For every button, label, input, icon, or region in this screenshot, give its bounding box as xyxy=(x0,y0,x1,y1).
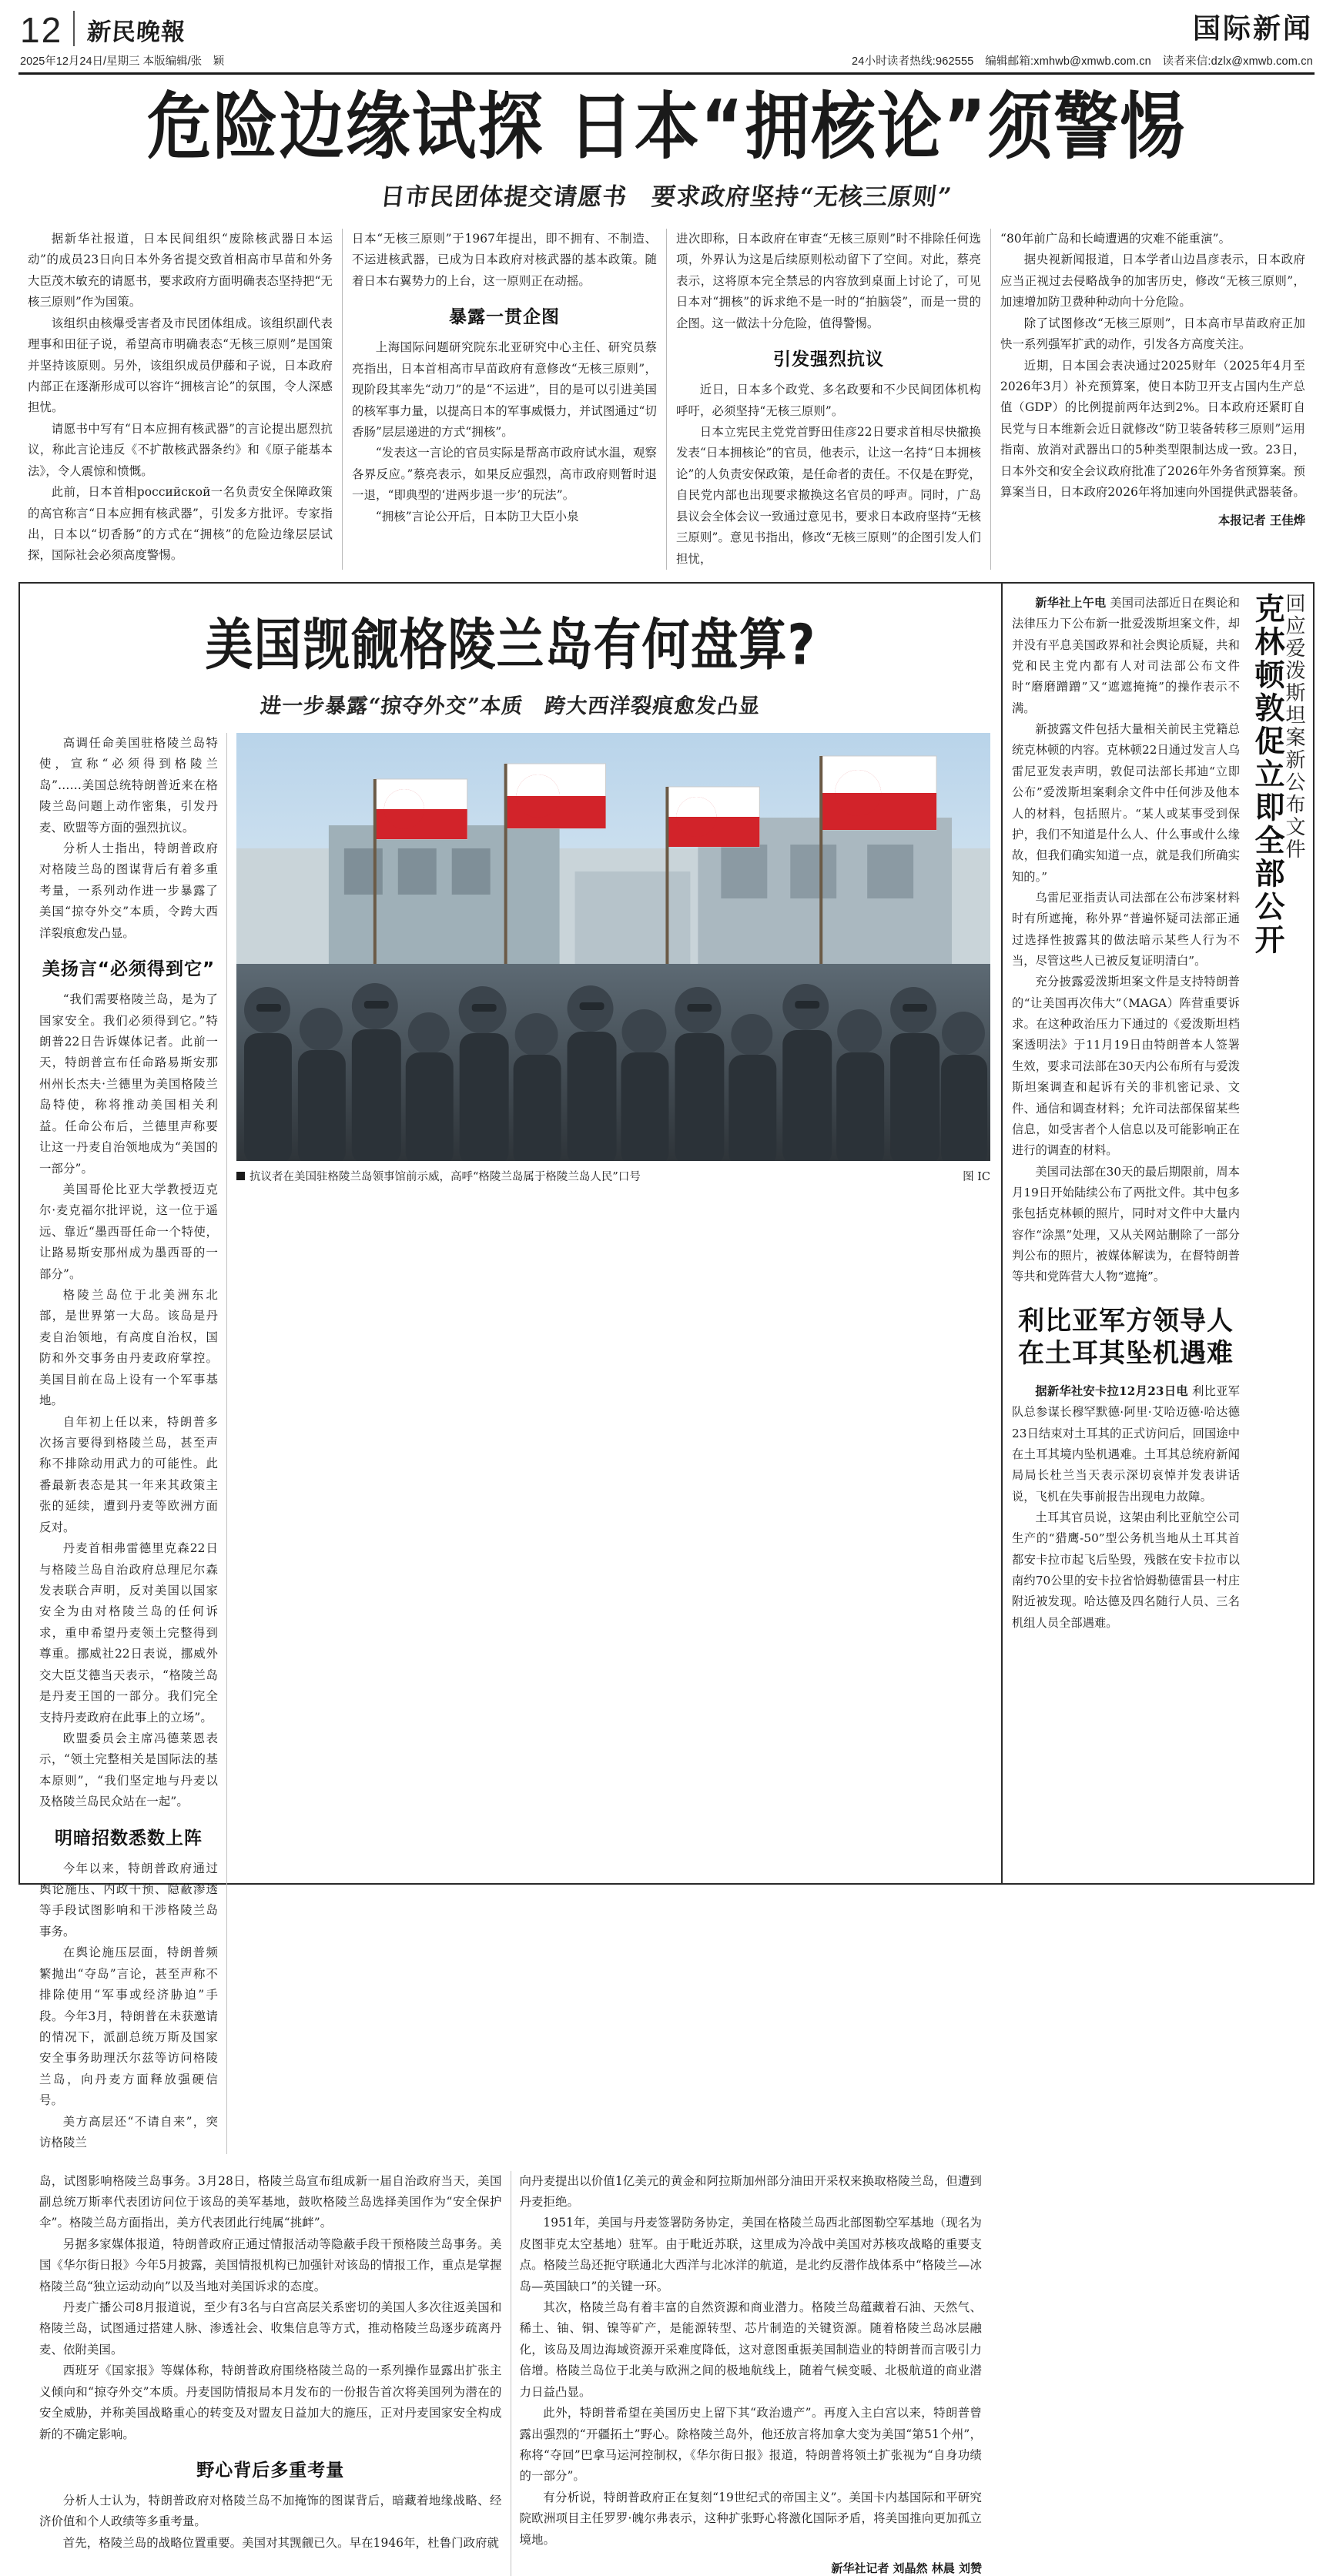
paragraph: 美方高层还“不请自来”，突访格陵兰 xyxy=(39,2114,218,2150)
paragraph: 日本“无核三原则”于1967年提出，即不拥有、不制造、不运进核武器，已成为日本政府对核武器的基本政策。随着日本右翼势力的上台，这一原则正在动摇。 xyxy=(352,232,657,288)
paragraph: 高调任命美国驻格陵兰岛特使，宣称“必须得到格陵兰岛”……美国总统特朗普近来在格陵兰岛问题上动作密集，引发丹麦、欧盟等方面的强烈抗议。 xyxy=(39,735,218,835)
subsection-title: 明暗招数悉数上阵 xyxy=(55,1828,203,1848)
greenland-byline: 新华社记者 刘晶然 林晨 刘赞 xyxy=(831,2561,982,2576)
top-story-headline: 危险边缘试探 日本“拥核论”须警惕 xyxy=(146,84,1187,169)
paragraph: 日本立宪民主党党首野田佳彦22日要求首相尽快撤换发表“日本拥核论”的官员，他表示，让这一名持“日本拥核论”的人负责安保政策，是任命者的责任。不仅是在野党，自民党内部也出现要求撤换这名官员的呼声。同时，广岛县议会全体会议一致通过意见书，要求日本政府坚持“无核三原则”。意见书指出，修改“无核三原则”的企图引发人们担忧， xyxy=(676,424,981,566)
paragraph: 其次，格陵兰岛有着丰富的自然资源和商业潜力。格陵兰岛蕴藏着石油、天然气、稀土、铀、铜、镍等矿产，是能源转型、芯片制造的关键资源。随着格陵兰岛冰层融化，该岛及周边海域资源开采难度降低，这对意图重振美国制造业的特朗普而言吸引力倍增。格陵兰岛位于北美与欧洲之间的极地航线上，随着气候变暖、北极航道的商业潜力日益凸显。 xyxy=(519,2300,982,2399)
greenland-lower-column-2 xyxy=(511,2171,991,2576)
paragraph xyxy=(1012,593,1240,719)
paragraph: 丹麦首相弗雷德里克森22日与格陵兰岛自治政府总理尼尔森发表联合声明，反对美国以国家安全为由对格陵兰岛的任何诉求，重申希望丹麦领土完整得到尊重。挪威社22日表说，挪威外交大臣艾德当天表示，“格陵兰岛是丹麦王国的一部分。我们完全支持丹麦政府在此事上的立场”。 xyxy=(39,1541,218,1725)
page-number: 12 xyxy=(20,10,63,50)
lead-source: 据新华社安卡拉12月23日电 xyxy=(1035,1383,1188,1398)
libya-headline: 利比亚军方领导人 在土耳其坠机遇难 xyxy=(1018,1305,1234,1370)
top-story-columns xyxy=(18,229,1315,570)
clinton-kicker: 回应爱泼斯坦案新公布文件 xyxy=(1282,592,1305,861)
lead-source: 新华社上午电 xyxy=(1035,595,1107,610)
paragraph: 1951年，美国与丹麦签署防务协定，美国在格陵兰岛西北部图勒空军基地（现名为皮图菲克太空基地）驻军。由于毗近苏联，这里成为冷战中美国对苏核攻战略的重要支点。格陵兰岛还扼守联通北大西洋与北冰洋的航道，是北约反潜作战体系中“格陵兰—冰岛—英国缺口”的关键一环。 xyxy=(519,2216,982,2293)
top-story-subhead: 日市民团体提交请愿书 要求政府坚持“无核三原则” xyxy=(379,183,953,212)
paragraph: 另据多家媒体报道，特朗普政府正通过情报活动等隐蔽手段干预格陵兰岛事务。美国《华尔街日报》今年5月披露，美国情报机构已加强针对该岛的情报工作，重点是掌握格陵兰岛“独立运动动向”以及当地对美国诉求的态度。 xyxy=(39,2236,502,2293)
date-line: 2025年12月24日/星期三 本版编辑/张 颖 xyxy=(20,55,225,68)
top-story-byline: 本报记者 王佳烨 xyxy=(1217,513,1305,527)
paragraph: 除了试图修改“无核三原则”，日本高市早苗政府正加快一系列强军扩武的动作，引发各方高度关注。 xyxy=(1000,316,1305,352)
paragraph: 自年初上任以来，特朗普多次扬言要得到格陵兰岛，甚至声称不排除动用武力的可能性。此番最新表态是其一年来其政策主张的延续，遭到丹麦等欧洲方面反对。 xyxy=(39,1414,218,1534)
greenland-story xyxy=(20,584,1001,2576)
info-line xyxy=(0,48,1333,72)
clinton-headline: 克林顿敦促立即全部公开 xyxy=(1250,592,1284,957)
greenland-upper xyxy=(31,733,990,2154)
protest-photo-illustration xyxy=(236,733,990,1161)
paragraph: 格陵兰岛位于北美洲东北部，是世界第一大岛。该岛是丹麦自治领地，有高度自治权，国防和外交事务由丹麦政府掌控。美国目前在岛上设有一个军事基地。 xyxy=(39,1288,218,1408)
top-story-column-1 xyxy=(18,229,342,570)
paragraph: 有分析说，特朗普政府正在复刻“19世纪式的帝国主义”。美国卡内基国际和平研究院欧洲项目主任罗罗·魄尔弗表示，这种扩张野心将激化国际矛盾，将美国推向更加孤立境地。 xyxy=(519,2490,982,2547)
paragraph: 新披露文件包括大量相关前民主党籍总统克林顿的内容。克林顿22日通过发言人乌雷尼亚发表声明，敦促司法部长邦迪“立即公布”爱泼斯坦案剩余文件中任何涉及他本人的材料，包括照片。“某人或某事受到保护，我们不知道是什么人、什么事或什么缘故，但我们确实知道一点，就是我们所确实知的。” xyxy=(1012,722,1240,884)
paragraph-text: 美国司法部近日在舆论和法律压力下公布新一批爱泼斯坦案文件，却并没有平息美国政界和社会舆论质疑，共和党和民主党内都有人对司法部公布文件时“磨磨蹭蹭”又“遮遮掩掩”的操作表示不满。 xyxy=(1012,595,1240,715)
greenland-story-block xyxy=(18,582,1315,2576)
greenland-lower-column-1 xyxy=(31,2171,511,2576)
paragraph: 该组织由核爆受害者及市民团体组成。该组织副代表理事和田征子说，希望高市明确表态“无核三原则”是国策并坚持该原则。另外，该组织成员伊藤和子说，日本政府内部正在逐渐形成可以容许“拥核言论”的氛围，令人深感担忧。 xyxy=(28,316,333,415)
subsection-title: 野心背后多重考量 xyxy=(196,2461,345,2481)
paragraph: 近期，日本国会表决通过2025财年（2025年4月至2026年3月）补充预算案，使日本防卫开支占国内生产总值（GDP）的比例提前两年达到2%。日本政府还紧盯自民党与日本维新会近日就修改“防卫装备转移三原则”运用指南、放消对武器出口的5种类型限制达成一致。23日，日本外交和安全会议政府批准了2026年外务省预算案。预算案当日，日本政府2026年将加速向外国提供武器装备。 xyxy=(1000,358,1305,500)
paper-name: 新民晚報 xyxy=(85,18,187,46)
subsection-title: 暴露一贯企图 xyxy=(449,307,560,328)
top-story-column-3 xyxy=(666,229,990,570)
greenland-headline: 美国觊觎格陵兰岛有何盘算? xyxy=(205,612,816,677)
paragraph: 请愿书中写有“日本应拥有核武器”的言论提出愿烈抗议，称此言论违反《不扩散核武器条约》和《原子能基本法》，令人震惊和愤慨。 xyxy=(28,421,333,478)
paragraph: 丹麦广播公司8月报道说，至少有3名与白宫高层关系密切的美国人多次往返美国和格陵兰岛，试图通过搭建人脉、渗透社会、收集信息等方式，推动格陵兰岛逐步疏离丹麦、依附美国。 xyxy=(39,2300,502,2357)
right-column xyxy=(1001,584,1313,1883)
paragraph: 此外，特朗普希望在美国历史上留下其“政治遗产”。再度入主白宫以来，特朗普曾露出强烈的“开疆拓土”野心。除格陵兰岛外，他还放言将加拿大变为美国“第51个州”，称将“夺回”巴拿马运河控制权，《华尔街日报》报道，特朗普将领土扩张视为“自身功绩的一部分”。 xyxy=(519,2406,982,2484)
paragraph: “我们需要格陵兰岛，是为了国家安全。我们必须得到它。”特朗普22日告诉媒体记者。此前一天，特朗普宣布任命路易斯安那州州长杰夫·兰德里为美国格陵兰岛特使，称将推动美国相关利益。任命公布后，兰德里声称要让这一丹麦自治领地成为“美国的一部分”。 xyxy=(39,992,218,1176)
paragraph: 岛，试图影响格陵兰岛事务。3月28日，格陵兰岛宣布组成新一届自治政府当天，美国副总统万斯率代表团访问位于该岛的美军基地，鼓吹格陵兰岛选择美国作为“安全保护伞”。格陵兰岛方面指出，美方代表团此行纯属“挑衅”。 xyxy=(39,2173,502,2230)
paragraph: 向丹麦提出以价值1亿美元的黄金和阿拉斯加州部分油田开采权来换取格陵兰岛，但遭到丹麦拒绝。 xyxy=(519,2173,982,2209)
greenland-photo-column xyxy=(226,733,990,2154)
paragraph: 分析人士认为，特朗普政府对格陵兰岛不加掩饰的图谋背后，暗藏着地缘战略、经济价值和个人政绩等多重考量。 xyxy=(39,2494,502,2529)
greenland-subhead: 进一步暴露“掠夺外交”本质 跨大西洋裂痕愈发凸显 xyxy=(259,694,762,718)
paragraph: 美国司法部在30天的最后期限前，周本月19日开始陆续公布了两批文件。其中包多张包括克林顿的照片，同时对文件中大量内容作“涂黑”处理，又从关网站删除了一部分判公布的照片，被媒体解读为，在督特朗普等共和党阵营大人物“遮掩”。 xyxy=(1012,1164,1240,1284)
paragraph: 西班牙《国家报》等媒体称，特朗普政府围绕格陵兰岛的一系列操作显露出扩张主义倾向和“掠夺外交”本质。丹麦国防情报局本月发布的一份报告首次将美国列为潜在的安全威胁，并称美国战略重心的转变及对盟友日益加大的施压，正对丹麦国家安全构成新的不确定影响。 xyxy=(39,2364,502,2441)
paragraph: 在舆论施压层面，特朗普频繁抛出“夺岛”言论，甚至声称不排除使用“军事或经济胁迫”手段。今年3月，特朗普在未获邀请的情况下，派副总统万斯及国家安全事务助理沃尔兹等访问格陵兰岛，向丹麦方面释放强硬信号。 xyxy=(39,1945,218,2108)
paragraph: 首先，格陵兰岛的战略位置重要。美国对其觊觎已久。早在1946年，杜鲁门政府就 xyxy=(62,2535,500,2550)
paragraph: 今年以来，特朗普政府通过舆论施压、内政干预、隐蔽渗透等手段试图影响和干涉格陵兰岛事务。 xyxy=(39,1861,218,1939)
subsection-title: 美扬言“必须得到它” xyxy=(42,959,216,980)
paragraph: 近日，日本多个政党、多名政要和不少民间团体机构呼吁，必须坚持“无核三原则”。 xyxy=(676,383,981,418)
paragraph: 分析人士指出，特朗普政府对格陵兰岛的图谋背后有着多重考量，一系列动作进一步暴露了美国“掠夺外交”本质，令跨大西洋裂痕愈发凸显。 xyxy=(39,841,218,940)
protest-photo xyxy=(236,733,990,1161)
paragraph: “拥核”言论公开后，日本防卫大臣小泉 xyxy=(375,509,579,524)
section-title: 国际新闻 xyxy=(1192,12,1313,44)
paragraph: 进次即称，日本政府在审查“无核三原则”时不排除任何选项，外界认为这是后续原则松动留下了空间。对此，蔡亮表示，这将原本完全禁忌的内容放到桌面上讨论了，可见日本对“拥核”的诉求绝不是一时的“拍脑袋”，而是一贯的企图。这一做法十分危险，值得警惕。 xyxy=(676,232,981,330)
paragraph: 据央视新闻报道，日本学者山边昌彦表示，日本政府应当正视过去侵略战争的加害历史，修改“无核三原则”，加速增加防卫费种种动向十分危险。 xyxy=(1000,253,1305,309)
paragraph: 土耳其官员说，这架由利比亚航空公司生产的“猎鹰-50”型公务机当地从土耳其首都安卡拉市起飞后坠毁，残骸在安卡拉市以南约70公里的安卡拉省恰姆勒德雷县一村庄附近被发现。哈达德及四名随行人员、三名机组人员全部遇难。 xyxy=(1012,1510,1240,1630)
paragraph: “发表这一言论的官员实际是帮高市政府试水温，观察各界反应。”蔡亮表示，如果反应强烈，高市政府则暂时退一退，“即典型的‘进两步退一步’的玩法”。 xyxy=(352,446,657,503)
contact-line: 24小时读者热线:962555 编辑邮箱:xmhwb@xmwb.com.cn 读者来信:dzlx@xmwb.com.cn xyxy=(851,55,1313,68)
paragraph: 此前，日本首相российской一名负责安全保障政策的高官称言“日本应拥有核武器”，引发多方批评。专家指出，日本以“切香肠”的方式在“拥核”的危险边缘层层试探，国际社会必须高度警惕。 xyxy=(28,485,333,563)
caption-text: 抗议者在美国驻格陵兰岛领事馆前示威，高呼“格陵兰岛属于格陵兰岛人民”口号 xyxy=(250,1170,641,1183)
paragraph: 据新华社报道，日本民间组织“废除核武器日本运动”的成员23日向日本外务省提交致首相高市早苗和外务大臣茂木敏充的请愿书，要求政府方面明确表态坚持把“无核三原则”作为国策。 xyxy=(28,232,333,309)
photo-caption xyxy=(236,1168,990,1184)
paragraph: 乌雷尼亚指责认司法部在公布涉案材料时有所遮掩，称外界“普遍怀疑司法部正通过选择性披露其的做法暗示某些人行为不当，尽管这些人已被反复证明清白”。 xyxy=(1012,890,1240,969)
masthead-divider xyxy=(73,11,75,46)
paragraph: 充分披露爱泼斯坦案文件是支持特朗普的“让美国再次伟大”（MAGA）阵营重要诉求。在这种政治压力下通过的《爱泼斯坦档案透明法》于11月19日由特朗普本人签署生效，要求司法部在30天内公布所有与爱泼斯坦案调查和起诉有关的非机密记录、文件、通信和调查材料；允许司法部保留某些信息，如受害者个人信息以及可能影响正在进行的调查的材料。 xyxy=(1012,975,1240,1158)
top-story-header xyxy=(0,75,1333,212)
paragraph-text: 利比亚军队总参谋长穆罕默德·阿里·艾哈迈德·哈达德23日结束对土耳其的正式访问后，回国途中在土耳其境内坠机遇难。土耳其总统府新闻局局长杜兰当天表示深切哀悼并发表讲话说，飞机在失事前报告出现电力故障。 xyxy=(1012,1383,1241,1504)
paragraph: 欧盟委员会主席冯德莱恩表示，“领土完整相关是国际法的基本原则”，“我们坚定地与丹麦以及格陵兰岛民众站在一起”。 xyxy=(39,1731,218,1809)
greenland-left-column xyxy=(31,733,226,2154)
right-column-text xyxy=(1012,593,1248,1875)
photo-credit: 图 IC xyxy=(963,1170,990,1183)
paragraph: 上海国际问题研究院东北亚研究中心主任、研究员蔡亮指出，日本首相高市早苗政府有意修改“无核三原则”，现阶段其率先“动刀”的是“不运进”，目的是可以引进美国的核军事力量，以提高日本的军事威慑力，并试图通过“切香肠”层层递进的方式“拥核”。 xyxy=(352,340,657,439)
caption-bullet-icon xyxy=(236,1172,245,1180)
top-story-column-2 xyxy=(342,229,666,570)
paragraph: “80年前广岛和长崎遭遇的灾难不能重演”。 xyxy=(1000,232,1231,246)
paragraph xyxy=(1012,1381,1240,1507)
masthead xyxy=(0,0,1333,48)
paragraph: 美国哥伦比亚大学教授迈克尔·麦克福尔批评说，这一位于遥远、靠近“墨西哥任命一个特使，让路易斯安那州成为墨西哥的一部分”。 xyxy=(39,1182,218,1281)
subsection-title: 引发强烈抗议 xyxy=(773,350,884,370)
top-story-column-4 xyxy=(990,229,1315,570)
greenland-lower xyxy=(31,2171,990,2576)
